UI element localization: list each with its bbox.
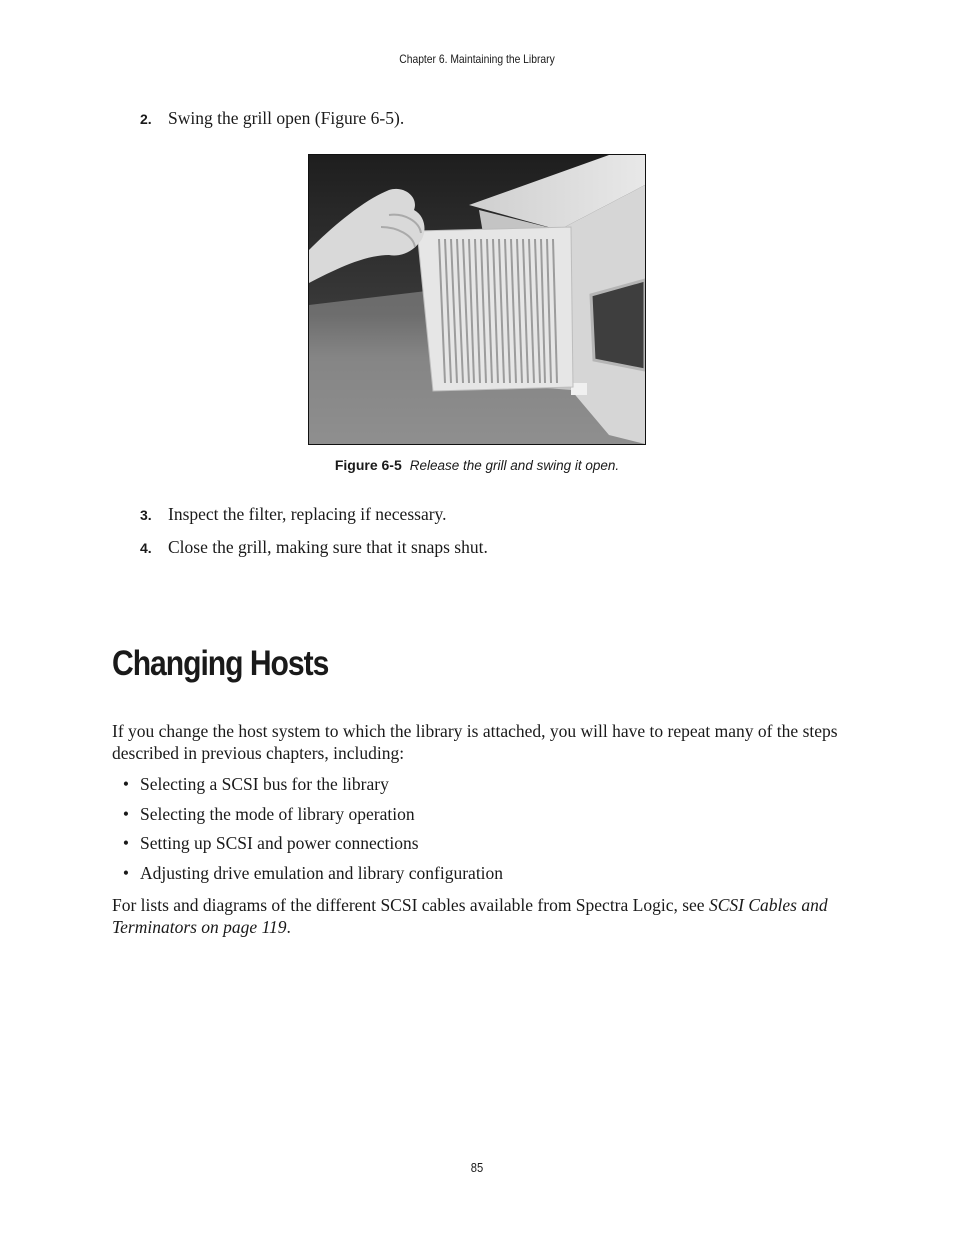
step-text: Close the grill, making sure that it snaps shut. <box>168 537 488 557</box>
list-item: • Selecting the mode of library operation <box>122 803 415 824</box>
figure-photo <box>308 154 646 445</box>
step-number: 2. <box>140 111 152 127</box>
step-2 <box>140 107 404 130</box>
list-item: • Adjusting drive emulation and library configuration <box>122 862 504 883</box>
cross-reference-link[interactable]: SCSI Cables and Terminators on page 119 <box>112 895 828 937</box>
figure-label: Figure 6-5 <box>334 457 402 473</box>
list-item: • Selecting a SCSI bus for the library <box>122 774 389 794</box>
step-text: Inspect the filter, replacing if necessary. <box>168 504 447 524</box>
list-item: • Setting up SCSI and power connections <box>122 833 419 854</box>
figure-caption <box>0 457 954 473</box>
running-head: Chapter 6. Maintaining the Library <box>399 52 555 66</box>
grill-photo-illustration <box>309 155 645 444</box>
bullet-list <box>112 773 503 891</box>
step-3 <box>140 503 447 526</box>
section-title: Changing Hosts <box>112 644 329 683</box>
page-number: 85 <box>470 1160 484 1175</box>
step-4 <box>140 536 488 559</box>
step-number: 4. <box>140 540 152 556</box>
step-text: Swing the grill open (Figure 6-5). <box>168 108 405 128</box>
step-number: 3. <box>140 507 152 523</box>
closing-paragraph: For lists and diagrams of the different SCSI cables available from Spectra Logic, see SCSI Cables and Terminators on page 119. <box>112 895 828 937</box>
figure-caption-text: Release the grill and swing it open. <box>409 458 620 473</box>
section-intro: If you change the host system to which the library is attached, you will have to repeat many of the steps described in previous chapters, including: <box>112 721 838 763</box>
